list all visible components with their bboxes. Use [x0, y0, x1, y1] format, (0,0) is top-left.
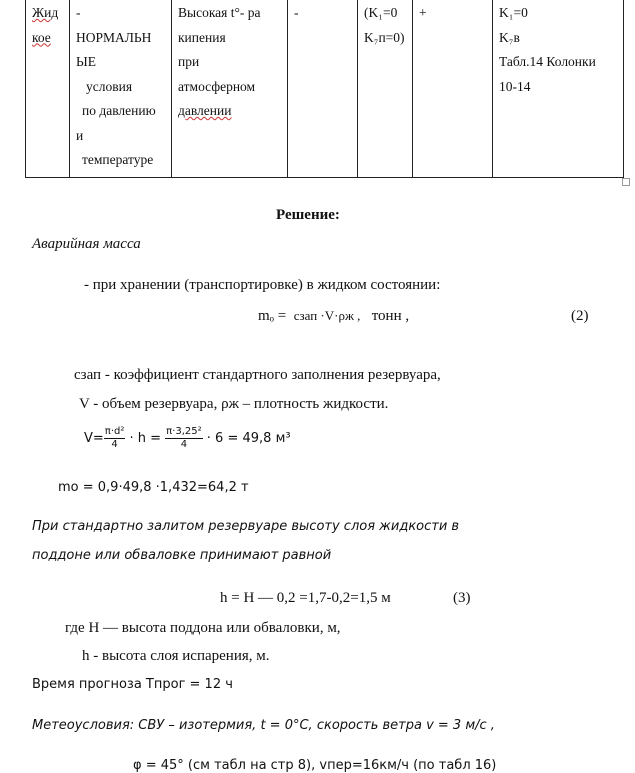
storage-line: - при хранении (транспортировке) в жидком состоянии:: [84, 277, 441, 293]
numerator: π·d²: [104, 426, 125, 437]
cell-line: температуре: [82, 152, 154, 167]
definition-H: где H — высота поддона или обваловки, м,: [65, 620, 341, 636]
definition-h: h - высота слоя испарения, м.: [82, 648, 270, 664]
definition-c: cзап - коэффициент стандартного заполнения резервуара,: [74, 367, 441, 383]
meteo-conditions: Метеоусловия: СВУ – изотермия, t = 0°C, скорость ветра v = 3 м/с ,: [32, 718, 495, 733]
formula-unit: тонн ,: [371, 308, 410, 324]
cell-line: атмосферном: [178, 78, 256, 94]
cell-line: кое: [32, 29, 51, 45]
cell-line: ЫЕ: [76, 54, 97, 69]
table-cell-dash: [288, 0, 358, 178]
fraction: [104, 426, 126, 451]
formula-h-number: (3): [453, 590, 471, 606]
cell-line: +: [419, 5, 427, 20]
cell-line: 10-14: [499, 78, 531, 94]
hazard-table: [25, 0, 624, 178]
definition-v: V - объем резервуара, ρж – плотность жидкости.: [79, 396, 389, 412]
solution-heading: Решение:: [276, 207, 340, 223]
cell-line: и: [76, 127, 84, 143]
formula-number: (2): [571, 308, 589, 324]
cell-line: Высокая t°- ра: [178, 5, 261, 20]
formula-volume: [84, 426, 291, 451]
cell-line: K₇п=0): [364, 29, 405, 45]
formula-lhs: mₒ =: [258, 308, 287, 324]
cell-line: -: [294, 5, 299, 20]
numerator: π·3,25²: [166, 426, 202, 437]
cell-line: условия: [86, 78, 133, 94]
table-row: [26, 0, 624, 178]
standard-text-1: При стандартно залитом резервуаре высоту слоя жидкости в: [32, 519, 460, 534]
formula-part: V=: [84, 431, 104, 446]
wind-direction-line: φ = 45° (см табл на стр 8), vпер=16км/ч (по табл 16): [133, 758, 497, 773]
table-cell-state: [26, 0, 70, 178]
cell-line: НОРМАЛЬН: [76, 29, 152, 45]
formula-mo-calc: mo = 0,9·49,8 ·1,432=64,2 т: [58, 480, 249, 495]
cell-line: -: [76, 5, 81, 20]
formula-rhs: cзап ·V·ρж ,: [293, 308, 361, 323]
cell-line: Жид: [32, 5, 59, 20]
formula-m0: [258, 308, 409, 325]
denominator: 4: [111, 439, 118, 450]
formula-part: · 6 = 49,8 м³: [206, 431, 291, 446]
table-cell-k: [358, 0, 413, 178]
cell-line: кипения при: [178, 29, 226, 69]
formula-h: h = H — 0,2 =1,7-0,2=1,5 м: [220, 590, 391, 606]
table-cell-boiling: [172, 0, 288, 178]
cell-line: (K₁=0: [364, 5, 398, 20]
formula-part: · h =: [129, 431, 162, 446]
forecast-time: Время прогноза Тпрог = 12 ч: [32, 677, 233, 692]
table-cell-ref: [493, 0, 624, 178]
cell-line: давлении: [178, 103, 232, 118]
denominator: 4: [180, 439, 188, 450]
cell-line: Табл.14 Колонки: [499, 54, 596, 69]
section-heading: Аварийная масса: [32, 236, 141, 252]
cell-line: K₁=0: [499, 5, 528, 20]
table-resize-handle[interactable]: [622, 178, 630, 186]
cell-line: K₇в: [499, 29, 520, 45]
table-cell-conditions: [70, 0, 172, 178]
table-cell-plus: [413, 0, 493, 178]
cell-line: по давлению: [82, 103, 156, 118]
fraction: [165, 426, 202, 451]
standard-text-2: поддоне или обваловке принимают равной: [32, 548, 332, 563]
